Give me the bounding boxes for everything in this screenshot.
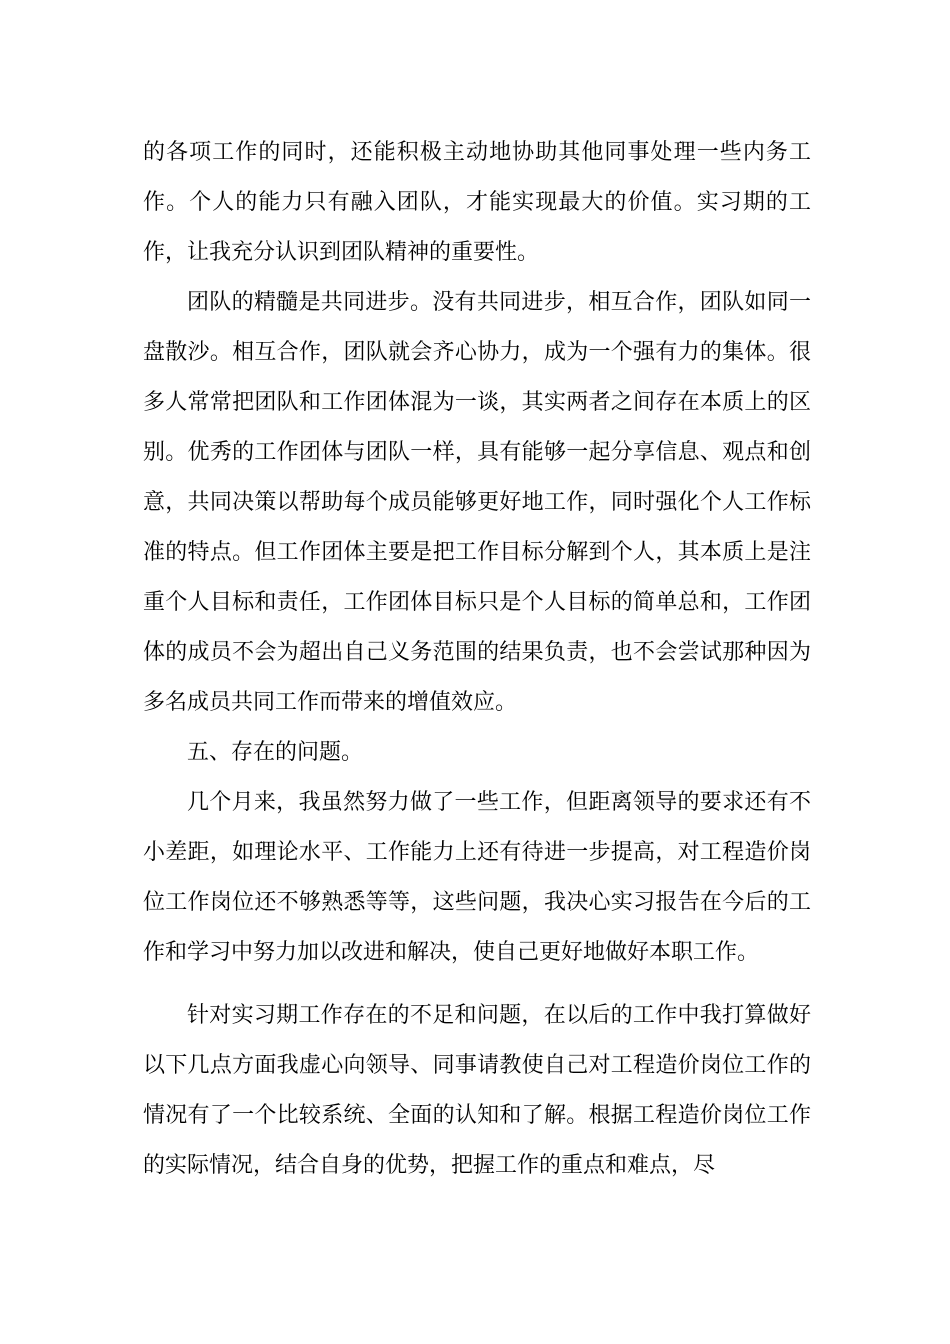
paragraph-team-work-end: 的各项工作的同时，还能积极主动地协助其他同事处理一些内务工作。个人的能力只有融入团队，才能实现最大的价值。实习期的工作，让我充分认识到团队精神的重要性。 xyxy=(143,140,811,265)
paragraph-team-essence: 团队的精髓是共同进步。没有共同进步，相互合作，团队如同一盘散沙。相互合作，团队就会齐心协力，成为一个强有力的集体。很多人常常把团队和工作团体混为一谈，其实两者之间存在本质上的区别。优秀的工作团体与团队一样，具有能够一起分享信息、观点和创意，共同决策以帮助每个成员能够更好地工作，同时强化个人工作标准的特点。但工作团体主要是把工作目标分解到个人，其本质上是注重个人目标和责任，工作团体目标只是个人目标的简单总和，工作团体的成员不会为超出自己义务范围的结果负责，也不会尝试那种因为多名成员共同工作而带来的增值效应。 xyxy=(143,290,811,715)
document-page xyxy=(143,128,811,1191)
paragraph-problems: 几个月来，我虽然努力做了一些工作，但距离领导的要求还有不小差距，如理论水平、工作能力上还有待进一步提高，对工程造价岗位工作岗位还不够熟悉等等，这些问题，我决心实习报告在今后的工作和学习中努力加以改进和解决，使自己更好地做好本职工作。 xyxy=(143,790,811,965)
paragraph-improvement-plan: 针对实习期工作存在的不足和问题，在以后的工作中我打算做好以下几点方面我虚心向领导、同事请教使自己对工程造价岗位工作的情况有了一个比较系统、全面的认知和了解。根据工程造价岗位工作的实际情况，结合自身的优势，把握工作的重点和难点，尽 xyxy=(143,1003,811,1178)
section-heading-problems: 五、存在的问题。 xyxy=(187,740,364,765)
